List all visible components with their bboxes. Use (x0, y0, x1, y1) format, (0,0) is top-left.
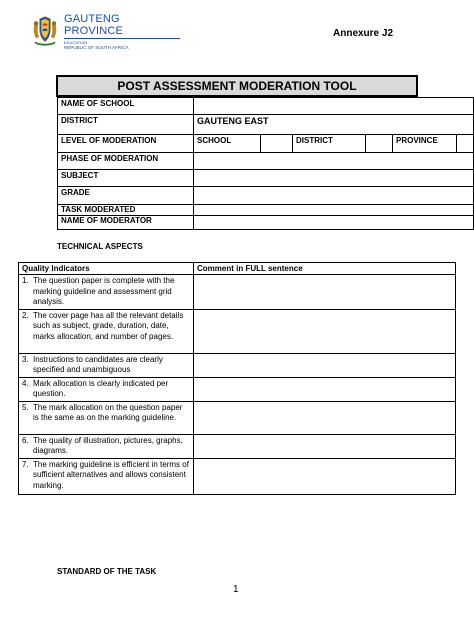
comment-field[interactable] (194, 458, 456, 494)
grade-label: GRADE (58, 187, 194, 205)
level-checkbox-district[interactable] (366, 135, 393, 153)
district-field[interactable]: GAUTENG EAST (194, 115, 474, 135)
indicator-number: 6. (22, 435, 29, 445)
comment-field[interactable] (194, 353, 456, 377)
annexure-label: Annexure J2 (333, 28, 394, 39)
comment-field[interactable] (194, 377, 456, 401)
indicator-number: 4. (22, 378, 29, 388)
level-option-province: PROVINCE (393, 135, 457, 153)
logo-republic: REPUBLIC OF SOUTH AFRICA (64, 44, 129, 50)
page-number: 1 (233, 584, 239, 595)
indicator-text: The cover page has all the relevant details such as subject, grade, duration, date, marks allocation, and number of pages. (33, 310, 184, 341)
phase-of-moderation-field[interactable] (194, 153, 474, 170)
task-moderated-field[interactable] (194, 205, 474, 216)
title-box (56, 75, 418, 97)
quality-indicator-row (19, 458, 194, 494)
quality-indicator-row (19, 309, 194, 353)
quality-indicator-row (19, 434, 194, 458)
indicator-number: 5. (22, 402, 29, 412)
quality-indicator-row (19, 401, 194, 434)
quality-indicator-row (19, 377, 194, 401)
comment-field[interactable] (194, 434, 456, 458)
indicator-text: Instructions to candidates are clearly specified and unambiguous (33, 354, 163, 374)
task-moderated-label: TASK MODERATED (58, 205, 194, 216)
indicator-text: The quality of illustration, pictures, graphs, diagrams. (33, 435, 183, 455)
level-option-district: DISTRICT (293, 135, 366, 153)
quality-indicator-row (19, 353, 194, 377)
coat-of-arms-icon (30, 9, 60, 53)
name-of-moderator-field[interactable] (194, 216, 474, 230)
indicator-text: The question paper is complete with the marking guideline and assessment grid analysis. (33, 276, 175, 306)
standard-of-task-heading: STANDARD OF THE TASK (57, 567, 157, 576)
page-title: POST ASSESSMENT MODERATION TOOL (117, 79, 357, 93)
indicator-text: The marking guideline is efficient in terms of sufficient alternatives and allows consistent marking. (33, 459, 189, 490)
level-checkbox-province[interactable] (457, 135, 474, 153)
level-option-school: SCHOOL (194, 135, 261, 153)
comment-header: Comment in FULL sentence (194, 263, 456, 275)
indicator-text: Mark allocation is clearly indicated per question. (33, 378, 169, 398)
logo-department: EDUCATION (64, 39, 88, 45)
logo-province-name: GAUTENG PROVINCE (64, 12, 124, 37)
district-label: DISTRICT (58, 115, 194, 135)
indicator-text: The mark allocation on the question paper is the same as on the marking guideline. (33, 402, 183, 422)
subject-field[interactable] (194, 170, 474, 187)
comment-field[interactable] (194, 309, 456, 353)
indicator-number: 2. (22, 310, 29, 320)
grade-field[interactable] (194, 187, 474, 205)
quality-indicators-table (18, 262, 456, 495)
phase-of-moderation-label: PHASE OF MODERATION (58, 153, 194, 170)
indicator-number: 3. (22, 354, 29, 364)
subject-label: SUBJECT (58, 170, 194, 187)
level-checkbox-school[interactable] (261, 135, 293, 153)
logo-divider (64, 38, 180, 39)
technical-aspects-heading: TECHNICAL ASPECTS (57, 242, 143, 251)
name-of-school-label: NAME OF SCHOOL (58, 98, 194, 115)
name-of-moderator-label: NAME OF MODERATOR (58, 216, 194, 230)
quality-indicator-row (19, 275, 194, 310)
gauteng-logo (30, 8, 180, 54)
comment-field[interactable] (194, 401, 456, 434)
info-table (57, 97, 474, 230)
indicator-number: 1. (22, 276, 29, 285)
quality-indicators-header: Quality Indicators (19, 263, 194, 275)
name-of-school-field[interactable] (194, 98, 474, 115)
comment-field[interactable] (194, 275, 456, 310)
level-of-moderation-label: LEVEL OF MODERATION (58, 135, 194, 153)
indicator-number: 7. (22, 459, 29, 469)
